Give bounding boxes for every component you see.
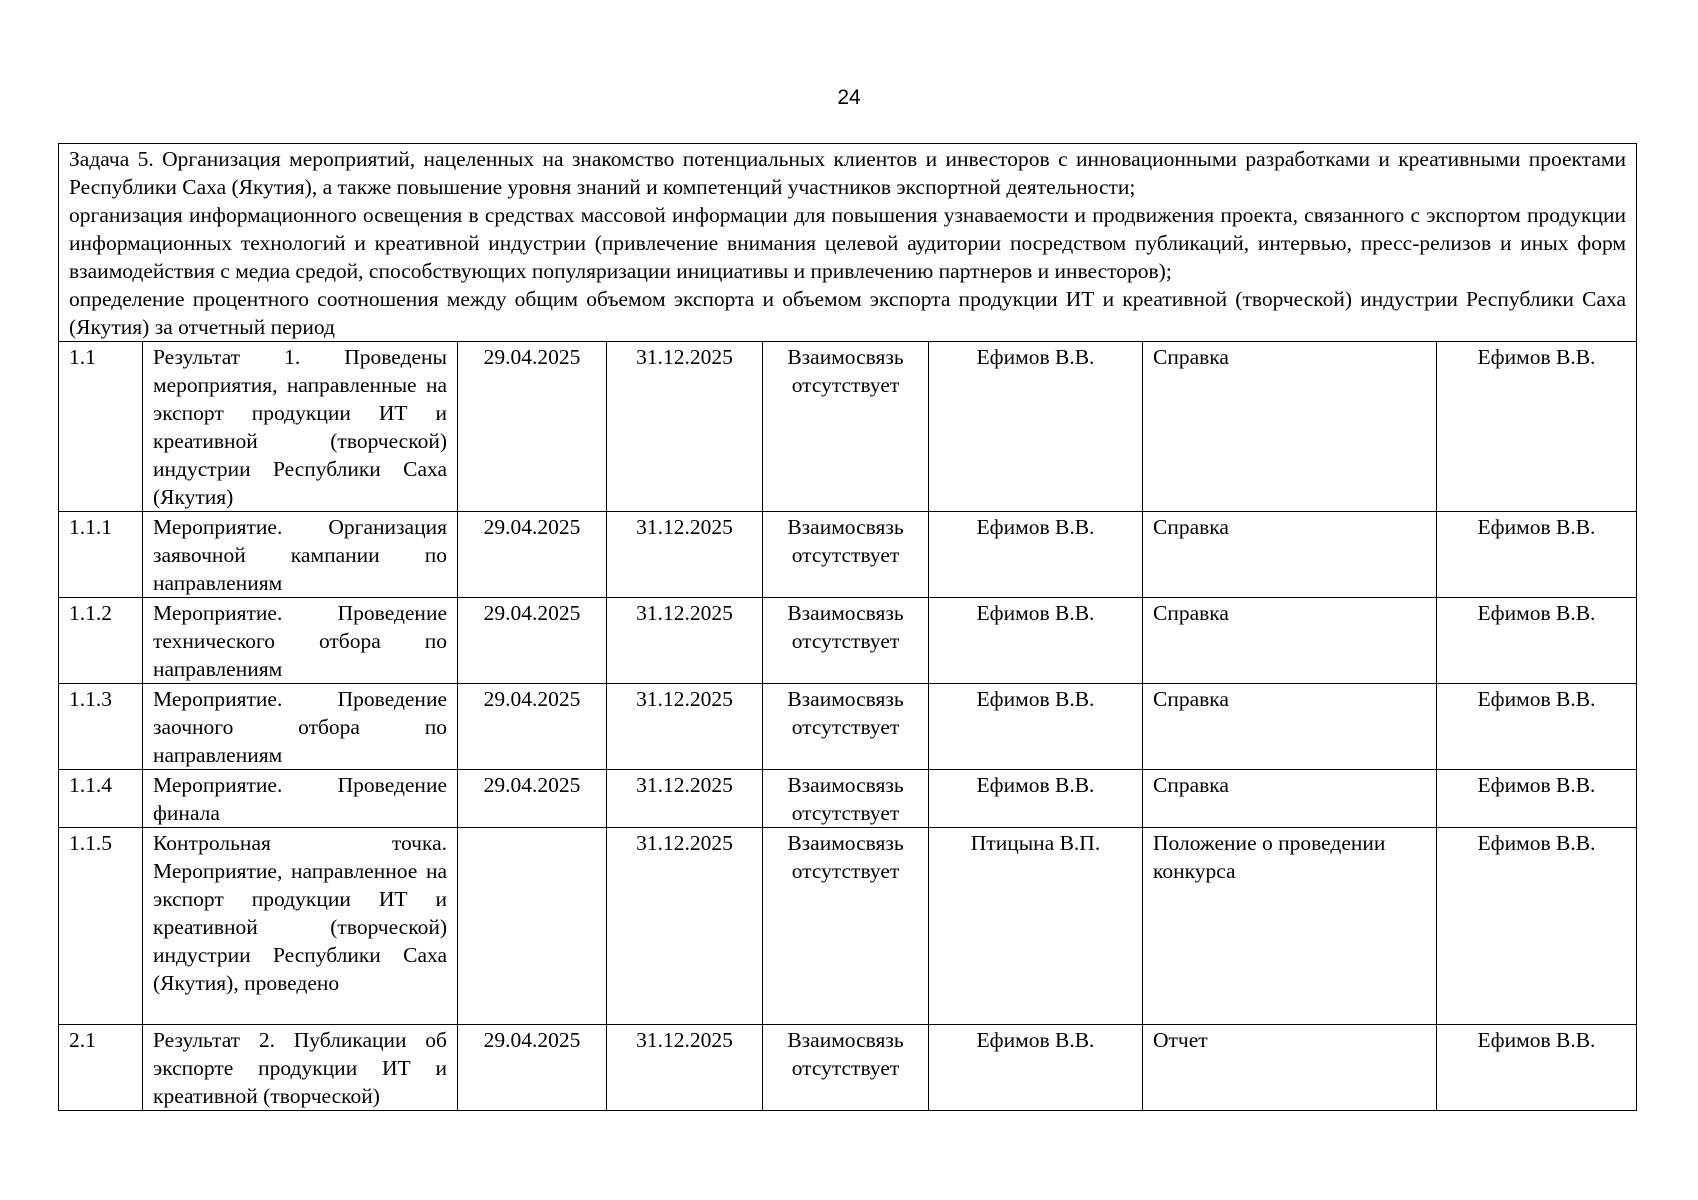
link-status: Взаимосвязь отсутствует xyxy=(763,342,929,512)
link-status: Взаимосвязь отсутствует xyxy=(763,770,929,828)
approver: Ефимов В.В. xyxy=(1437,828,1637,1025)
row-number: 1.1.4 xyxy=(59,770,143,828)
row-name: Результат 1. Проведены мероприятия, направленные на экспорт продукции ИТ и креативной (творческой) индустрии Республики Саха (Якутия) xyxy=(143,342,458,512)
table-row xyxy=(59,512,1637,598)
end-date: 31.12.2025 xyxy=(607,770,763,828)
start-date: 29.04.2025 xyxy=(458,342,607,512)
row-number: 1.1.3 xyxy=(59,684,143,770)
responsible: Ефимов В.В. xyxy=(929,684,1143,770)
start-date xyxy=(458,828,607,1025)
row-name: Мероприятие. Организация заявочной кампании по направлениям xyxy=(143,512,458,598)
row-number: 2.1 xyxy=(59,1025,143,1111)
task-description xyxy=(59,144,1637,342)
end-date: 31.12.2025 xyxy=(607,684,763,770)
task-row xyxy=(59,144,1637,342)
row-name: Контрольная точка. Мероприятие, направленное на экспорт продукции ИТ и креативной (творческой) индустрии Республики Саха (Якутия), проведено xyxy=(143,828,458,1025)
row-name: Результат 2. Публикации об экспорте продукции ИТ и креативной (творческой) xyxy=(143,1025,458,1111)
row-number: 1.1.2 xyxy=(59,598,143,684)
approver: Ефимов В.В. xyxy=(1437,684,1637,770)
page-number: 24 xyxy=(837,86,861,109)
responsible: Ефимов В.В. xyxy=(929,770,1143,828)
task-paragraph: организация информационного освещения в средствах массовой информации для повышения узнаваемости и продвижения проекта, связанного с экспортом продукции информационных технологий и креативной индустрии (привлечение внимания целевой аудитории посредством публикаций, интервью, пресс-релизов и иных форм взаимодействия с медиа средой, способствующих популяризации инициативы и привлечению партнеров и инвесторов); xyxy=(69,203,1626,283)
result-document: Справка xyxy=(1143,342,1437,512)
end-date: 31.12.2025 xyxy=(607,342,763,512)
responsible: Ефимов В.В. xyxy=(929,1025,1143,1111)
task-paragraph: Задача 5. Организация мероприятий, нацеленных на знакомство потенциальных клиентов и инвесторов с инновационными разработками и креативными проектами Республики Саха (Якутия), а также повышение уровня знаний и компетенций участников экспортной деятельности; xyxy=(69,147,1626,199)
approver: Ефимов В.В. xyxy=(1437,342,1637,512)
link-status: Взаимосвязь отсутствует xyxy=(763,598,929,684)
result-document: Справка xyxy=(1143,598,1437,684)
row-name: Мероприятие. Проведение технического отбора по направлениям xyxy=(143,598,458,684)
end-date: 31.12.2025 xyxy=(607,828,763,1025)
approver: Ефимов В.В. xyxy=(1437,512,1637,598)
table-row xyxy=(59,1025,1637,1111)
result-document: Положение о проведении конкурса xyxy=(1143,828,1437,1025)
table-row xyxy=(59,598,1637,684)
table-row xyxy=(59,342,1637,512)
responsible: Ефимов В.В. xyxy=(929,342,1143,512)
row-number: 1.1.5 xyxy=(59,828,143,1025)
responsible: Птицына В.П. xyxy=(929,828,1143,1025)
table-row xyxy=(59,684,1637,770)
task-paragraph: определение процентного соотношения между общим объемом экспорта и объемом экспорта продукции ИТ и креативной (творческой) индустрии Республики Саха (Якутия) за отчетный период xyxy=(69,287,1626,339)
responsible: Ефимов В.В. xyxy=(929,512,1143,598)
start-date: 29.04.2025 xyxy=(458,1025,607,1111)
result-document: Справка xyxy=(1143,512,1437,598)
link-status: Взаимосвязь отсутствует xyxy=(763,1025,929,1111)
row-name: Мероприятие. Проведение заочного отбора по направлениям xyxy=(143,684,458,770)
table-row xyxy=(59,770,1637,828)
link-status: Взаимосвязь отсутствует xyxy=(763,512,929,598)
end-date: 31.12.2025 xyxy=(607,598,763,684)
row-number: 1.1.1 xyxy=(59,512,143,598)
end-date: 31.12.2025 xyxy=(607,512,763,598)
start-date: 29.04.2025 xyxy=(458,598,607,684)
row-number: 1.1 xyxy=(59,342,143,512)
approver: Ефимов В.В. xyxy=(1437,1025,1637,1111)
start-date: 29.04.2025 xyxy=(458,684,607,770)
table-row xyxy=(59,828,1637,1025)
responsible: Ефимов В.В. xyxy=(929,598,1143,684)
result-document: Справка xyxy=(1143,770,1437,828)
result-document: Справка xyxy=(1143,684,1437,770)
plan-table xyxy=(58,143,1637,1111)
approver: Ефимов В.В. xyxy=(1437,598,1637,684)
start-date: 29.04.2025 xyxy=(458,512,607,598)
link-status: Взаимосвязь отсутствует xyxy=(763,684,929,770)
start-date: 29.04.2025 xyxy=(458,770,607,828)
approver: Ефимов В.В. xyxy=(1437,770,1637,828)
link-status: Взаимосвязь отсутствует xyxy=(763,828,929,1025)
result-document: Отчет xyxy=(1143,1025,1437,1111)
row-name: Мероприятие. Проведение финала xyxy=(143,770,458,828)
end-date: 31.12.2025 xyxy=(607,1025,763,1111)
